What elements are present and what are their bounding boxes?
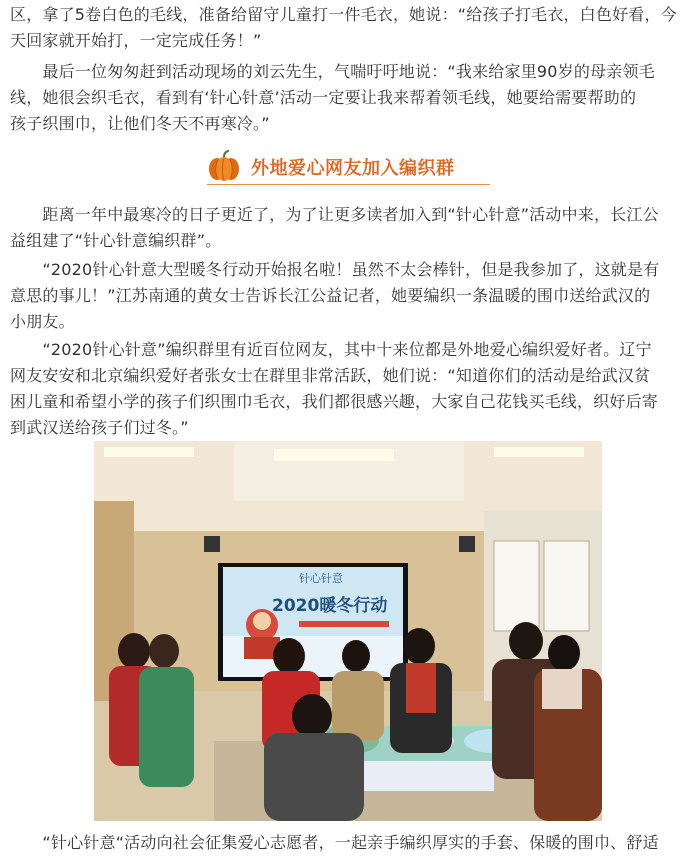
text-line: 意思的事儿！”江苏南通的黄女士告诉长江公益记者，她要编织一条温暖的围巾送给武汉的 xyxy=(10,286,651,305)
text-line: 最后一位匆匆赶到活动现场的刘云先生，气喘吁吁地说：“我来给家里90岁的母亲领毛 xyxy=(10,62,655,81)
paragraph-liu-yun xyxy=(10,59,688,137)
screen-logo: 针心针意 xyxy=(299,572,343,585)
text-line: 益组建了“针心针意编织群”。 xyxy=(10,231,222,250)
section-heading xyxy=(207,150,490,185)
paragraph-knitting-group xyxy=(10,202,688,254)
text-line: 区，拿了5卷白色的毛线，准备给留守儿童打一件毛衣，她说：“给孩子打毛衣，白色好看，今 xyxy=(10,5,677,24)
text-line: “2020针心针意”编织群里有近百位网友，其中十来位都是外地爱心编织爱好者。辽宁 xyxy=(10,340,652,359)
text-line: 到武汉送给孩子们过冬。” xyxy=(10,418,189,437)
text-line: 困儿童和希望小学的孩子们织围巾毛衣，我们都很感兴趣，大家自己花钱买毛线，织好后寄 xyxy=(10,392,659,411)
screen-title: 2020暖冬行动 xyxy=(272,596,388,616)
paragraph-continued xyxy=(10,2,688,54)
section-heading-text: 外地爱心网友加入编织群 xyxy=(251,158,455,179)
text-line: 距离一年中最寒冷的日子更近了，为了让更多读者加入到“针心针意”活动中来，长江公 xyxy=(10,205,659,224)
pumpkin-icon xyxy=(207,150,241,182)
text-line: 天回家就开始打，一定完成任务！” xyxy=(10,31,262,50)
text-line: 小朋友。 xyxy=(10,312,75,331)
text-line: “2020针心针意大型暖冬行动开始报名啦！虽然不太会棒针，但是我参加了，这就是有 xyxy=(10,260,660,279)
text-line: 孩子织围巾，让他们冬天不再寒冷。” xyxy=(10,114,270,133)
event-photo xyxy=(94,441,602,821)
text-line: “针心针意“活动向社会征集爱心志愿者，一起亲手编织厚实的手套、保暖的围巾、舒适 xyxy=(10,833,659,852)
paragraph-ms-huang xyxy=(10,257,688,335)
text-line: 网友安安和北京编织爱好者张女士在群里非常活跃，她们说：“知道你们的活动是给武汉贫 xyxy=(10,366,651,385)
event-photo-illustration xyxy=(94,441,602,821)
text-line: 线，她很会织毛衣，看到有‘针心针意’活动一定要让我来帮着领毛线，她要给需要帮助的 xyxy=(10,88,637,107)
paragraph-volunteers xyxy=(10,830,688,856)
paragraph-group-members xyxy=(10,337,688,441)
